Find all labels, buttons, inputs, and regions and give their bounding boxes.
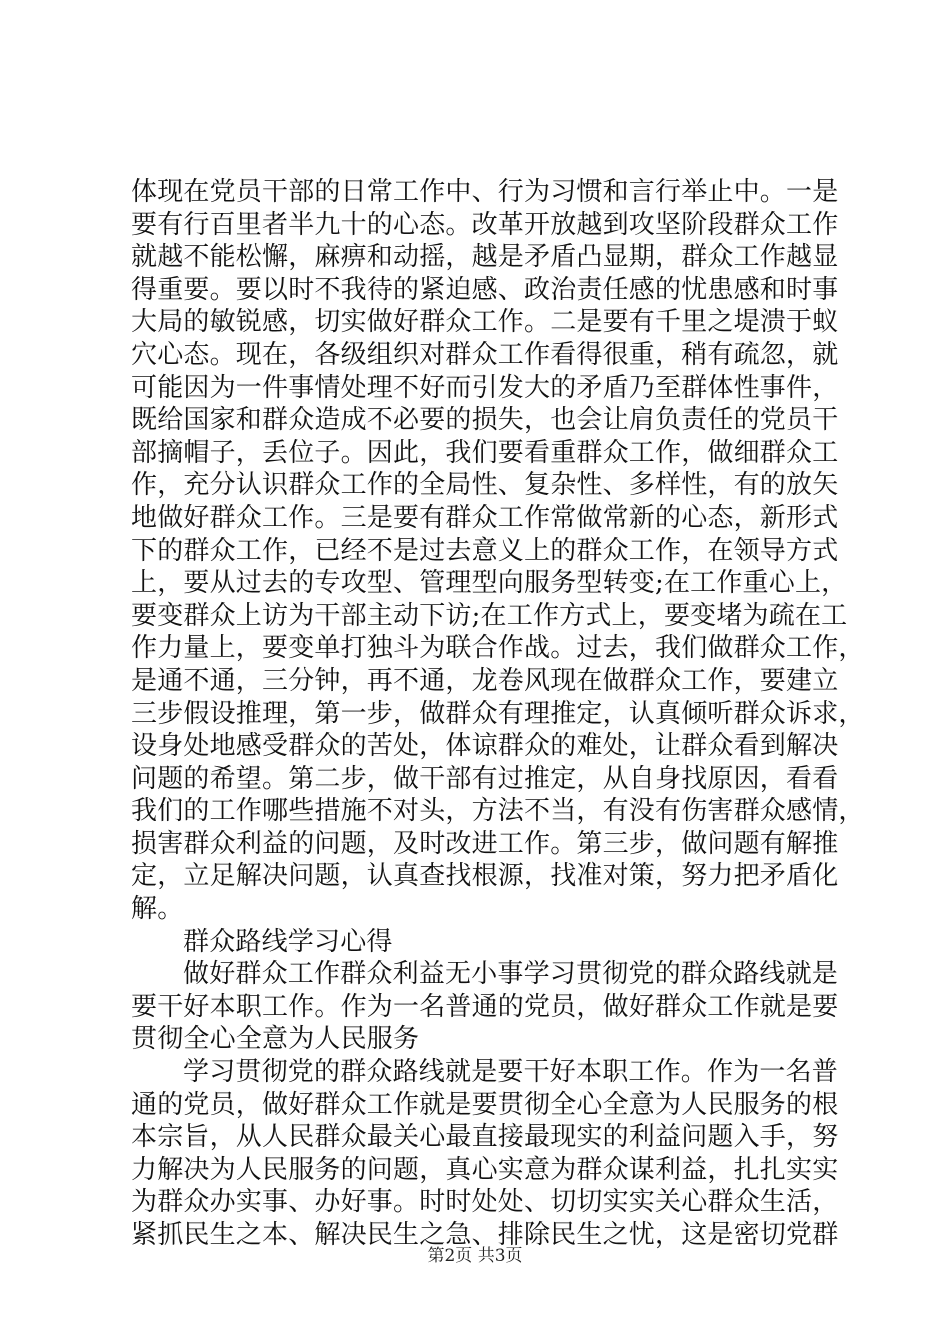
text-line: 问题的希望。第二步，做干部有过推定，从自身找原因，看看 xyxy=(131,763,839,794)
text-line: 损害群众利益的问题，及时改进工作。第三步，做问题有解推 xyxy=(131,828,839,859)
text-line: 部摘帽子，丢位子。因此，我们要看重群众工作，做细群众工 xyxy=(131,437,839,468)
text-line: 解。 xyxy=(131,894,184,925)
text-line: 要有行百里者半九十的心态。改革开放越到攻坚阶段群众工作 xyxy=(131,209,839,240)
text-line: 作力量上，要变单打独斗为联合作战。过去，我们做群众工作， xyxy=(131,633,865,664)
text-line: 是通不通，三分钟，再不通，龙卷风现在做群众工作，要建立 xyxy=(131,665,839,696)
text-line: 要变群众上访为干部主动下访;在工作方式上，要变堵为疏在工 xyxy=(131,600,848,631)
text-line: 地做好群众工作。三是要有群众工作常做常新的心态，新形式 xyxy=(131,502,839,533)
text-line: 就越不能松懈，麻痹和动摇，越是矛盾凸显期，群众工作越显 xyxy=(131,242,839,273)
text-line: 定，立足解决问题，认真查找根源，找准对策，努力把矛盾化 xyxy=(131,861,839,892)
text-line: 设身处地感受群众的苦处，体谅群众的难处，让群众看到解决 xyxy=(131,731,839,762)
text-line: 力解决为人民服务的问题，真心实意为群众谋利益，扎扎实实 xyxy=(131,1154,839,1185)
text-line: 贯彻全心全意为人民服务 xyxy=(131,1024,420,1055)
text-line: 可能因为一件事情处理不好而引发大的矛盾乃至群体性事件， xyxy=(131,372,839,403)
text-line: 既给国家和群众造成不必要的损失，也会让肩负责任的党员干 xyxy=(131,405,839,436)
text-line: 群众路线学习心得 xyxy=(183,926,393,957)
text-line: 三步假设推理，第一步，做群众有理推定，认真倾听群众诉求， xyxy=(131,698,865,729)
text-line: 上，要从过去的专攻型、管理型向服务型转变;在工作重心上， xyxy=(131,568,848,599)
page-footer: 第2页 共3页 xyxy=(427,1246,523,1266)
text-line: 本宗旨，从人民群众最关心最直接最现实的利益问题入手，努 xyxy=(131,1122,839,1153)
text-line: 学习贯彻党的群众路线就是要干好本职工作。作为一名普 xyxy=(183,1057,839,1088)
text-line: 穴心态。现在，各级组织对群众工作看得很重，稍有疏忽，就 xyxy=(131,339,839,370)
text-line: 通的党员，做好群众工作就是要贯彻全心全意为人民服务的根 xyxy=(131,1089,839,1120)
text-line: 我们的工作哪些措施不对头，方法不当，有没有伤害群众感情， xyxy=(131,796,865,827)
text-line: 体现在党员干部的日常工作中、行为习惯和言行举止中。一是 xyxy=(131,177,839,207)
text-line: 作，充分认识群众工作的全局性、复杂性、多样性，有的放矢 xyxy=(131,470,839,501)
text-line: 为群众办实事、办好事。时时处处、切切实实关心群众生活， xyxy=(131,1187,839,1218)
text-line: 做好群众工作群众利益无小事学习贯彻党的群众路线就是 xyxy=(183,959,839,990)
document-body xyxy=(131,176,865,1252)
text-line: 下的群众工作，已经不是过去意义上的群众工作，在领导方式 xyxy=(131,535,839,566)
text-line: 得重要。要以时不我待的紧迫感、政治责任感的忧患感和时事 xyxy=(131,274,839,305)
text-line: 紧抓民生之本、解决民生之急、排除民生之忧，这是密切党群 xyxy=(131,1220,839,1250)
text-line: 要干好本职工作。作为一名普通的党员，做好群众工作就是要 xyxy=(131,991,839,1022)
text-line: 大局的敏锐感，切实做好群众工作。二是要有千里之堤溃于蚁 xyxy=(131,307,839,338)
